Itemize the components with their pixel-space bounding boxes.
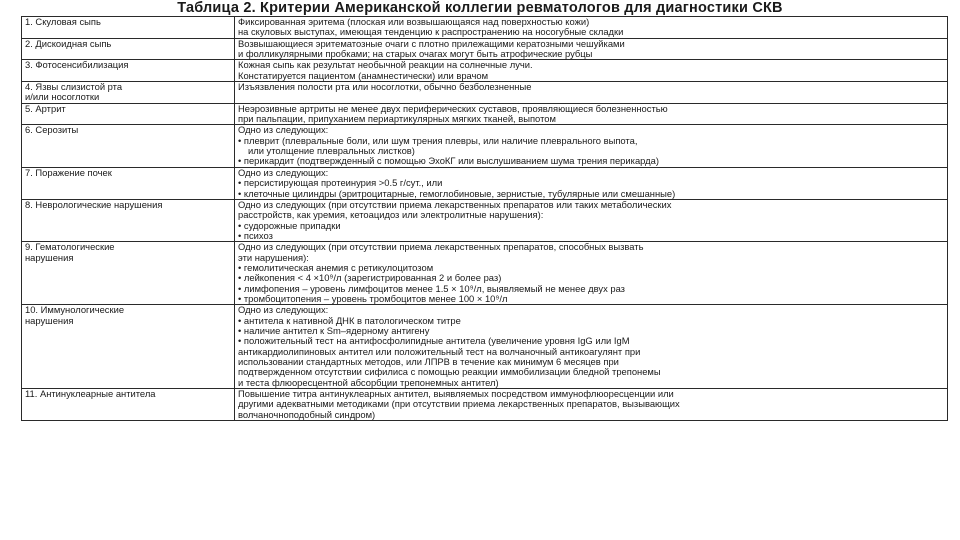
criterion-cell (22, 38, 235, 60)
description-line: Повышение титра антинуклеарных антител, выявляемых посредством иммунофлюоресценции или (238, 388, 674, 400)
table-row (22, 199, 948, 241)
criterion-name: 3. Фотосенсибилизация (25, 59, 129, 71)
criterion-name: 6. Серозиты (25, 124, 79, 136)
criterion-name: нарушения (25, 251, 74, 263)
criterion-cell (22, 103, 235, 125)
bullet-item: • гемолитическая анемия с ретикулоцитозом (238, 263, 944, 273)
description-line: Одно из следующих: (238, 167, 329, 178)
criterion-cell (22, 125, 235, 167)
description-line: и фолликулярными пробками; на старых очагах могут быть атрофические рубцы (238, 48, 593, 60)
table-row (22, 38, 948, 60)
description-cell (235, 389, 948, 421)
criterion-cell (22, 389, 235, 421)
description-line: Изъязвления полости рта или носоглотки, обычно безболезненные (238, 81, 532, 93)
criterion-name: 10. Иммунологические (25, 304, 125, 316)
description-line: Констатируется пациентом (анамнестически) или врачом (238, 69, 489, 81)
criterion-name: 5. Артрит (25, 103, 66, 114)
bullet-item: • плеврит (плевральные боли, или шум трения плевры, или наличие плеврального выпота, (238, 136, 944, 146)
criteria-table (21, 16, 948, 421)
criterion-cell (22, 305, 235, 389)
bullet-item: • психоз (238, 231, 944, 241)
criterion-cell (22, 82, 235, 104)
description-line: и теста флюоресцентной абсорбции трепонемных антител) (238, 376, 499, 388)
description-line: Одно из следующих (при отсутствии приема лекарственных препаратов или таких метаболических (238, 199, 672, 210)
table-row (22, 242, 948, 305)
table-title: Таблица 2. Критерии Американской коллегии ревматологов для диагностики СКВ (177, 0, 783, 16)
description-line: эти нарушения): (238, 251, 309, 263)
description-line: расстройств, как уремия, кетоацидоз или электролитные нарушения): (238, 209, 544, 221)
criterion-name: 1. Скуловая сыпь (25, 16, 101, 27)
description-cell (235, 60, 948, 82)
bullet-item: • лимфопения – уровень лимфоцитов менее 1.5 × 10⁹/л, выявляемый не менее двух раз (238, 284, 944, 294)
description-line: Фиксированная эритема (плоская или возвышающаяся над поверхностью кожи) (238, 16, 590, 27)
criterion-name: 11. Антинуклеарные антитела (25, 388, 156, 400)
description-line: антикардиолипиновых антител или положительный тест на волчаночный антикоагулянт при (238, 345, 641, 357)
description-cell (235, 167, 948, 199)
description-cell (235, 242, 948, 305)
description-line: Одно из следующих: (238, 124, 329, 136)
table-row (22, 167, 948, 199)
criterion-name: 7. Поражение почек (25, 167, 112, 178)
description-line: Одно из следующих (при отсутствии приема лекарственных препаратов, способных вызвать (238, 241, 644, 253)
criterion-name: 9. Гематологические (25, 241, 115, 253)
criterion-name: 2. Дискоидная сыпь (25, 38, 112, 49)
criterion-cell (22, 60, 235, 82)
description-line: на скуловых выступах, имеющая тенденцию к распространению на носогубные складки (238, 26, 624, 38)
description-line: Возвышающиеся эритематозные очаги с плотно прилежащими кератозными чешуйками (238, 38, 625, 49)
bullet-item: • клеточные цилиндры (эритроцитарные, гемоглобиновые, зернистые, тубулярные или смешанные) (238, 189, 944, 199)
table-row (22, 82, 948, 104)
description-line: Неэрозивные артриты не менее двух периферических суставов, проявляющиеся болезненностью (238, 103, 668, 114)
description-line: использовании стандартных методов, или ЛПРВ в течение как минимум 6 месяцев при (238, 356, 619, 367)
description-line: другими адекватными методиками (при отсутствии приема лекарственных препаратов, вызывающих (238, 398, 680, 410)
description-cell (235, 125, 948, 167)
criterion-cell (22, 199, 235, 241)
criterion-name: 8. Неврологические нарушения (25, 199, 163, 210)
criterion-cell (22, 17, 235, 39)
bullet-item: • тромбоцитопения – уровень тромбоцитов менее 100 × 10⁹/л (238, 294, 944, 304)
criterion-name: 4. Язвы слизистой рта (25, 81, 123, 93)
table-row (22, 305, 948, 389)
table-row (22, 17, 948, 39)
description-cell (235, 199, 948, 241)
description-cell (235, 17, 948, 39)
criterion-name: нарушения (25, 314, 74, 326)
table-row (22, 125, 948, 167)
criterion-cell (22, 242, 235, 305)
bullet-item: • антитела к нативной ДНК в патологическом титре (238, 316, 944, 326)
description-cell (235, 82, 948, 104)
description-cell (235, 103, 948, 125)
bullet-item: • лейкопения < 4 ×10⁹/л (зарегистрированная 2 и более раз) (238, 273, 944, 283)
description-line: или утолщение плевральных листков) (248, 145, 415, 157)
description-line: волчаночноподобный синдром) (238, 408, 376, 420)
criterion-name: и/или носоглотки (25, 91, 100, 103)
table-row (22, 103, 948, 125)
bullet-item: • персистирующая протеинурия >0.5 г/сут., или (238, 178, 944, 188)
description-line: подтвержденном отсутствии сифилиса с помощью реакции иммобилизации бледной трепонемы (238, 366, 661, 378)
table-row (22, 389, 948, 421)
table-row (22, 60, 948, 82)
bullet-item: • положительный тест на антифосфолипидные антитела (увеличение уровня IgG или IgM (238, 336, 944, 346)
description-cell (235, 305, 948, 389)
description-line: Кожная сыпь как результат необычной реакции на солнечные лучи. (238, 59, 533, 71)
description-line: при пальпации, припуханием периартикулярных мягких тканей, выпотом (238, 113, 556, 125)
criterion-cell (22, 167, 235, 199)
description-cell (235, 38, 948, 60)
description-line: Одно из следующих: (238, 304, 329, 316)
bullet-item: • судорожные припадки (238, 221, 944, 231)
bullet-item: • перикардит (подтвержденный с помощью ЭхоКГ или выслушиванием шума трения перикарда) (238, 156, 944, 166)
bullet-item: • наличие антител к Sm–ядерному антигену (238, 326, 944, 336)
